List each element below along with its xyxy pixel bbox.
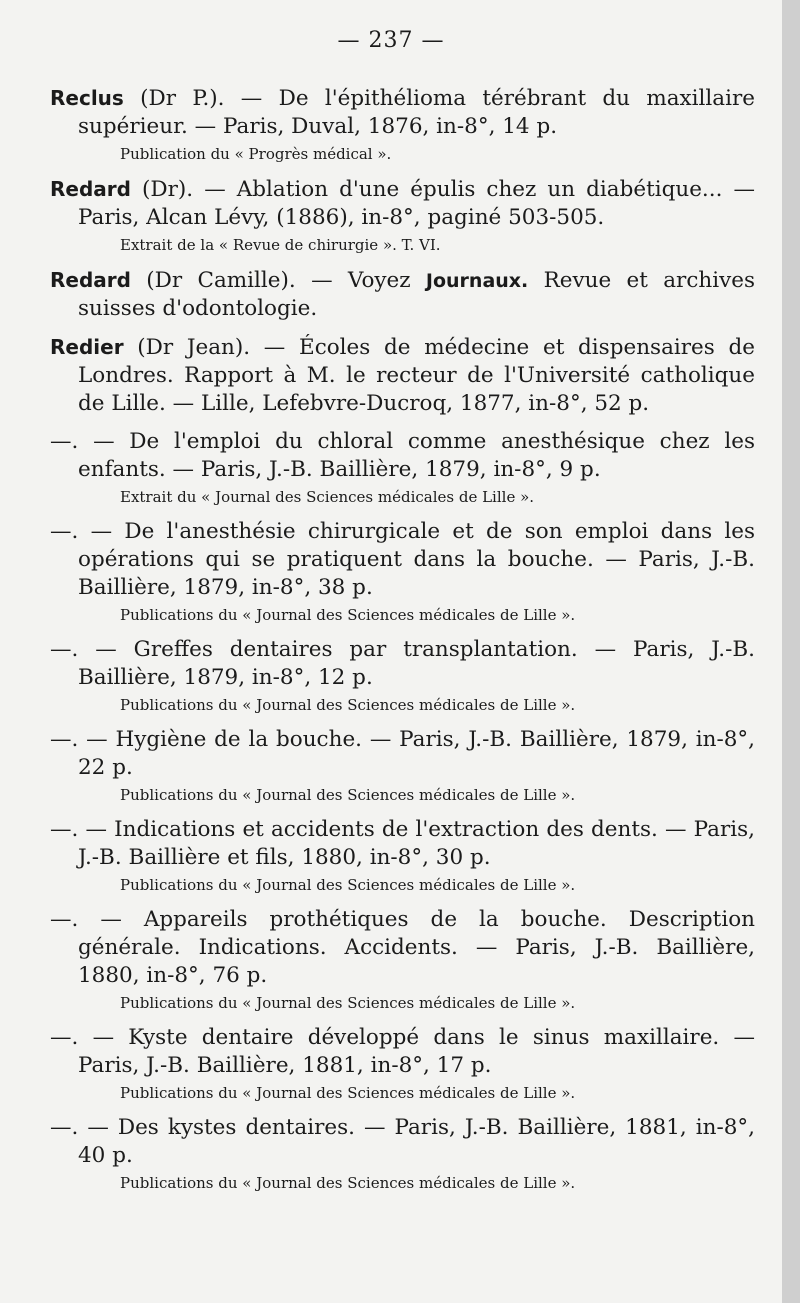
entry-note: Publications du « Journal des Sciences médicales de Lille ». — [120, 786, 576, 804]
entry-author: Reclus — [50, 86, 124, 110]
list-item — [50, 266, 755, 323]
bibliography-list — [50, 84, 755, 1204]
entry-text: —. — Indications et accidents de l'extraction des dents. — Paris, J.-B. Baillière et fils, 1880, in-8°, 30 p. — [50, 817, 755, 870]
entry-text — [50, 333, 755, 418]
list-item — [50, 84, 755, 165]
list-item — [50, 906, 755, 1014]
cross-reference: Journaux. — [425, 270, 529, 292]
entry-text: —. — Des kystes dentaires. — Paris, J.-B. Baillière, 1881, in-8°, 40 p. — [50, 1115, 755, 1168]
entry-text: —. — De l'anesthésie chirurgicale et de son emploi dans les opérations qui se pratiquent dans la bouche. — Paris, J.-B. Baillière, 1879, in-8°, 38 p. — [50, 519, 755, 600]
entry-text: —. — Kyste dentaire développé dans le sinus maxillaire. — Paris, J.-B. Baillière, 1881, in-8°, 17 p. — [50, 1025, 755, 1078]
list-item — [50, 636, 755, 716]
entry-note: Publication du « Progrès médical ». — [120, 145, 392, 163]
entry-text — [50, 175, 755, 232]
entry-note: Publications du « Journal des Sciences médicales de Lille ». — [120, 1174, 576, 1192]
entry-text: —. — Greffes dentaires par transplantation. — Paris, J.-B. Baillière, 1879, in-8°, 12 p. — [50, 637, 755, 690]
entry-note: Publications du « Journal des Sciences médicales de Lille ». — [120, 696, 576, 714]
list-item — [50, 726, 755, 806]
entry-text: —. — Appareils prothétiques de la bouche. Description générale. Indications. Accidents. — Paris, J.-B. Baillière, 1880, in-8°, 76 p. — [50, 907, 755, 988]
entry-note: Extrait du « Journal des Sciences médicales de Lille ». — [120, 488, 535, 506]
entry-text: —. — De l'emploi du chloral comme anesthésique chez les enfants. — Paris, J.-B. Baillière, 1879, in-8°, 9 p. — [50, 429, 755, 482]
list-item — [50, 428, 755, 508]
entry-body: (Dr Camille). — Voyez — [130, 268, 426, 293]
entry-author: Redier — [50, 335, 124, 359]
list-item — [50, 1114, 755, 1194]
entry-body: (Dr Jean). — Écoles de médecine et dispensaires de Londres. Rapport à M. le recteur de l'Université catholique de Lille. — Lille, Lefebvre-Ducroq, 1877, in-8°, 52 p. — [78, 335, 755, 416]
page-number: — 237 — — [337, 28, 445, 53]
entry-body-continued: Revue et archives suisses d'odontologie. — [78, 268, 755, 321]
list-item — [50, 816, 755, 896]
entry-text — [50, 266, 755, 323]
list-item — [50, 175, 755, 256]
entry-author: Redard — [50, 177, 131, 201]
entry-note: Publications du « Journal des Sciences médicales de Lille ». — [120, 606, 576, 624]
entry-body: (Dr). — Ablation d'une épulis chez un diabétique... — Paris, Alcan Lévy, (1886), in-8°, paginé 503-505. — [78, 177, 755, 230]
entry-body: (Dr P.). — De l'épithélioma térébrant du maxillaire supérieur. — Paris, Duval, 1876, in-8°, 14 p. — [78, 86, 755, 139]
list-item — [50, 333, 755, 418]
entry-note: Publications du « Journal des Sciences médicales de Lille ». — [120, 876, 576, 894]
entry-note: Publications du « Journal des Sciences médicales de Lille ». — [120, 994, 576, 1012]
list-item — [50, 518, 755, 626]
entry-note: Extrait de la « Revue de chirurgie ». T. VI. — [120, 236, 441, 254]
list-item — [50, 1024, 755, 1104]
entry-author: Redard — [50, 268, 131, 292]
entry-note: Publications du « Journal des Sciences médicales de Lille ». — [120, 1084, 576, 1102]
entry-text — [50, 84, 755, 141]
entry-text: —. — Hygiène de la bouche. — Paris, J.-B. Baillière, 1879, in-8°, 22 p. — [50, 727, 755, 780]
